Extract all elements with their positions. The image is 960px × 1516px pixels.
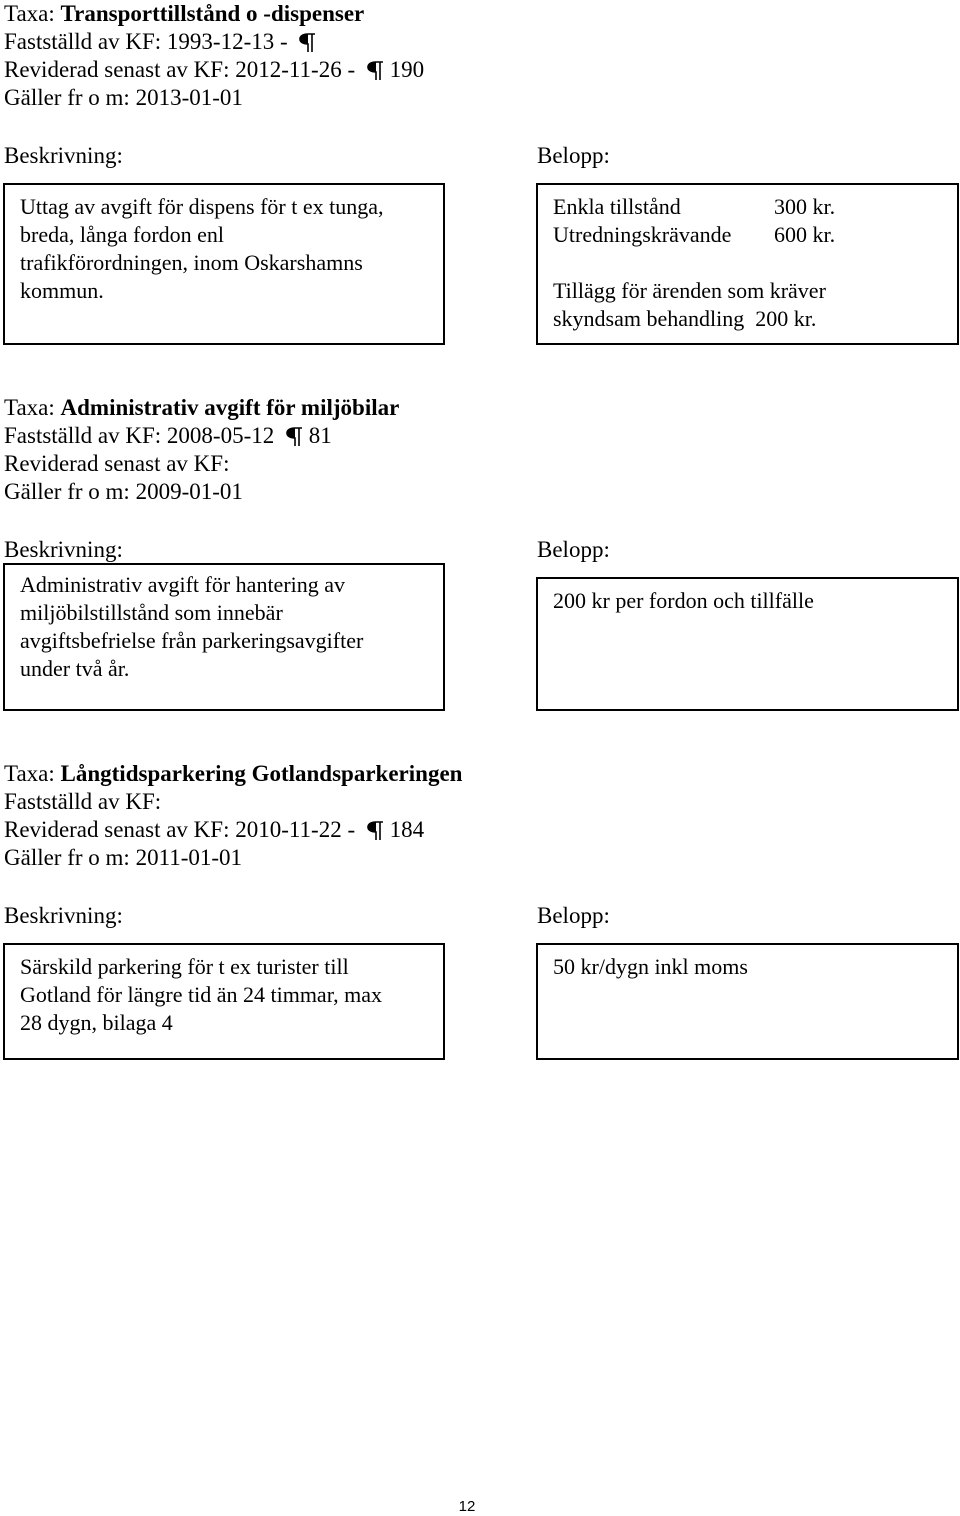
taxa-prefix: Taxa: xyxy=(4,1,61,26)
description-box xyxy=(3,943,445,1060)
belopp-label: Belopp: xyxy=(537,143,610,168)
faststalld-line xyxy=(4,28,316,56)
description-line: Uttag av avgift för dispens för t ex tunga, xyxy=(20,194,384,219)
belopp-box xyxy=(536,577,959,711)
amount-value: 600 kr. xyxy=(774,222,836,247)
paragraph-icon xyxy=(367,821,384,841)
galler-line: Gäller fr o m: 2009-01-01 xyxy=(4,479,243,504)
description-line: Gotland för längre tid än 24 timmar, max xyxy=(20,982,383,1007)
paragraph-icon xyxy=(299,33,316,53)
paragraph-icon xyxy=(286,427,303,447)
galler-line: Gäller fr o m: 2013-01-01 xyxy=(4,85,243,110)
galler-line: Gäller fr o m: 2011-01-01 xyxy=(4,845,243,870)
belopp-box xyxy=(536,943,959,1060)
amount-text: 50 kr/dygn inkl moms xyxy=(553,954,748,979)
section-title: Långtidsparkering Gotlandsparkeringen xyxy=(60,761,463,786)
faststalld-line: Fastställd av KF: xyxy=(4,789,162,814)
beskrivning-label: Beskrivning: xyxy=(4,903,123,928)
faststalld-value: 1993-12-13 - xyxy=(166,29,294,54)
reviderad-label: Reviderad senast av KF: xyxy=(4,817,236,842)
description-line: kommun. xyxy=(20,278,104,303)
reviderad-label: Reviderad senast av KF: xyxy=(4,57,236,82)
description-box xyxy=(3,183,445,345)
beskrivning-label: Beskrivning: xyxy=(4,537,123,562)
reviderad-paragraph-number: 190 xyxy=(389,57,425,82)
description-line: under två år. xyxy=(20,656,130,681)
taxa-prefix: Taxa: xyxy=(4,395,61,420)
amount-row xyxy=(553,193,681,221)
description-line: breda, långa fordon enl xyxy=(20,222,225,247)
surcharge-text: skyndsam behandling 200 kr. xyxy=(553,306,817,331)
description-line: miljöbilstillstånd som innebär xyxy=(20,600,283,625)
description-text xyxy=(20,193,384,305)
belopp-label: Belopp: xyxy=(537,537,610,562)
beskrivning-label: Beskrivning: xyxy=(4,143,123,168)
section-title-line xyxy=(4,394,399,422)
description-text xyxy=(20,953,382,1037)
reviderad-line: Reviderad senast av KF: xyxy=(4,451,230,476)
amount-text: 200 kr per fordon och tillfälle xyxy=(553,588,814,613)
faststalld-label: Fastställd av KF: xyxy=(4,423,167,448)
description-text xyxy=(20,571,363,683)
description-line: Särskild parkering för t ex turister till xyxy=(20,954,349,979)
section-title-line xyxy=(4,0,364,28)
description-line: Administrativ avgift för hantering av xyxy=(20,572,346,597)
faststalld-line xyxy=(4,422,332,450)
description-box xyxy=(3,563,445,711)
section-title-line xyxy=(4,760,462,788)
reviderad-line xyxy=(4,816,424,844)
description-line: 28 dygn, bilaga 4 xyxy=(20,1010,173,1035)
belopp-label: Belopp: xyxy=(537,903,610,928)
description-line: trafikförordningen, inom Oskarshamns xyxy=(20,250,363,275)
amount-label: Enkla tillstånd xyxy=(553,194,681,219)
taxa-prefix: Taxa: xyxy=(4,761,61,786)
faststalld-value: 2008-05-12 xyxy=(166,423,280,448)
amount-label: Utredningskrävande xyxy=(553,222,732,247)
belopp-box xyxy=(536,183,959,345)
description-line: avgiftsbefrielse från parkeringsavgifter xyxy=(20,628,364,653)
section-title: Transporttillstånd o -dispenser xyxy=(60,1,365,26)
faststalld-label: Fastställd av KF: xyxy=(4,29,167,54)
section-title: Administrativ avgift för miljöbilar xyxy=(60,395,400,420)
surcharge-text: Tillägg för ärenden som kräver xyxy=(553,278,826,303)
reviderad-value: 2010-11-22 - xyxy=(235,817,361,842)
amount-value: 300 kr. xyxy=(774,194,836,219)
reviderad-line xyxy=(4,56,424,84)
reviderad-value: 2012-11-26 - xyxy=(235,57,361,82)
paragraph-icon xyxy=(367,61,384,81)
page-number: 12 xyxy=(458,1498,476,1515)
reviderad-paragraph-number: 184 xyxy=(389,817,425,842)
faststalld-paragraph-number: 81 xyxy=(308,423,332,448)
